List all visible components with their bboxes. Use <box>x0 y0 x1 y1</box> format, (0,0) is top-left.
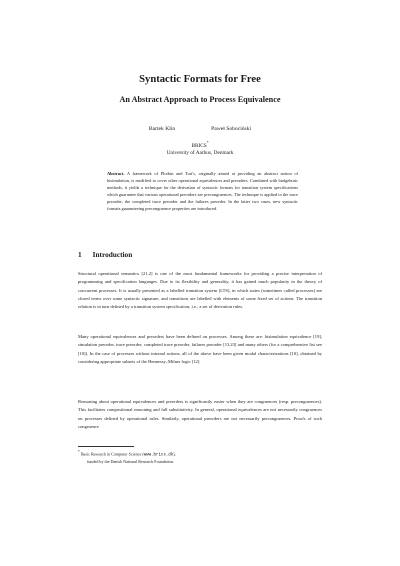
abstract-text: A framework of Plotkin and Turi's, originally aimed at providing an abstract notion of bisimulation, is modified to cover other operational equivalences and preorders. Combined with bialgebraic methods, it yields a technique for the derivation of syntactic formats for transition system specifications which guarantee that various operational preorders are precongruences. The technique is applied to the trace preorder, the completed trace preorder and the failures preorder. In the latter two cases, new syntactic formats guaranteeing precongruence properties are introduced. <box>107 171 298 211</box>
abstract-label: Abstract. <box>107 171 125 176</box>
footnote-marker: * <box>206 141 209 145</box>
footnote-funding: funded by the Danish National Research Foundation. <box>87 458 174 464</box>
affiliation-university: University of Aarhus, Denmark <box>166 149 234 156</box>
section-title: Introduction <box>92 250 133 259</box>
author-list <box>0 126 400 132</box>
affiliation-org: BRICS <box>191 142 207 149</box>
abstract <box>107 170 298 212</box>
author-name: Bartek Klin <box>148 126 176 132</box>
author-name: Paweł Sobociński <box>211 126 252 132</box>
footnote-text: Basic Research in Computer Science ( <box>80 451 144 457</box>
affiliation <box>0 140 400 157</box>
paper-subtitle: An Abstract Approach to Process Equivalence <box>119 95 281 104</box>
footnote-rule <box>78 446 134 447</box>
section-heading <box>78 250 132 259</box>
footnote <box>78 449 322 465</box>
footnote-text-end: ), <box>173 451 176 457</box>
section-number: 1 <box>78 250 82 259</box>
body-paragraph: Many operational equivalences and preorders have been defined on processes. Among these are: bisimulation equivalence [19], simulation preorder, trace preorder, completed trace preorder, failures preorder [13,23] and many others (for a comprehensive list see [10]). In the case of processes without internal actions, all of the above have been given modal characterizations [10], obtained by considering appropriate subsets of the Hennessy–Milner logic [12]. <box>78 334 322 365</box>
footnote-url: www.brics.dk <box>143 453 174 458</box>
paper-title: Syntactic Formats for Free <box>139 74 261 85</box>
footnote-mark: * <box>78 450 80 454</box>
body-paragraph: Reasoning about operational equivalences and preorders is significantly easier when they are congruences (resp. precongruences). This facilitates compositional reasoning and full substitutivity. In general, operational equivalences are not necessarily congruences on processes defined by operational rules. Similarly, operational preorders are not necessarily precongruences. Proofs of such congruence <box>78 399 322 430</box>
body-paragraph: Structural operational semantics [21,2] is one of the most fundamental frameworks for providing a precise interpretation of programming and specification languages. Due to its flexibility and generality, it has gained much popularity in the theory of concurrent processes. It is usually presented as a labelled transition system (LTS), in which states (sometimes called processes) are closed terms over some syntactic signature, and transitions are labelled with elements of some fixed set of actions. The transition relation is in turn defined by a transition system specification, i.e., a set of derivation rules. <box>78 271 322 310</box>
